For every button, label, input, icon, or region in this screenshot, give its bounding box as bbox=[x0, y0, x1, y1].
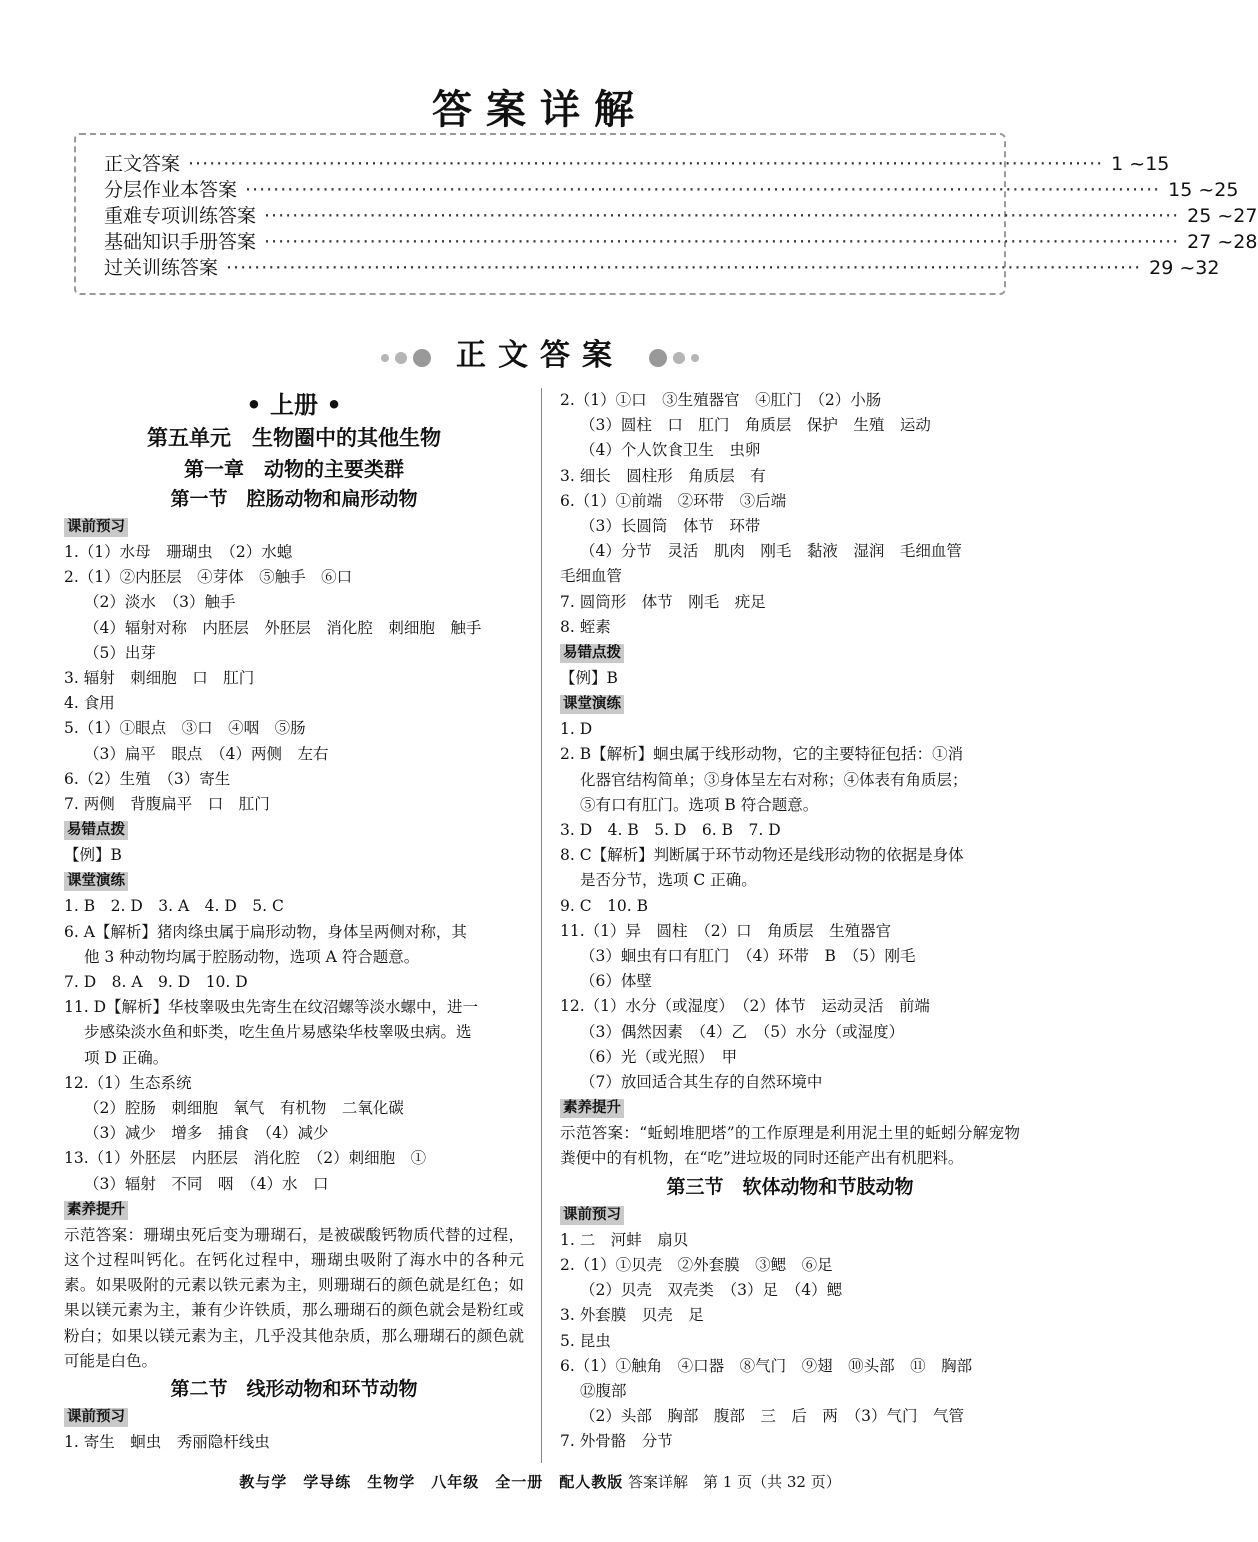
page-title: 答案详解 bbox=[432, 87, 648, 133]
section-1-heading: 第一节 腔肠动物和扁形动物 bbox=[170, 488, 418, 510]
answer-line: 3. 辐射 刺细胞 口 肛门 bbox=[64, 669, 255, 688]
answer-line: 【例】B bbox=[560, 669, 618, 688]
answer-line: 2. B【解析】蛔虫属于线形动物，它的主要特征包括：①消 bbox=[560, 745, 964, 764]
decor-dots-right bbox=[646, 339, 702, 374]
toc-label: 重难专项训练答案 bbox=[104, 205, 257, 227]
tag-class-practice: 课堂演练 bbox=[560, 695, 624, 714]
answer-line: 12.（1）水分（或湿度） （2）体节 运动灵活 前端 bbox=[560, 997, 930, 1016]
tag-class-practice: 课堂演练 bbox=[64, 872, 128, 891]
toc-page: 15 ~25 bbox=[1168, 179, 1239, 201]
answer-line: （2）腔肠 刺细胞 氧气 有机物 二氧化碳 bbox=[84, 1099, 404, 1118]
toc-page: 29 ~32 bbox=[1149, 257, 1220, 279]
toc-label: 过关训练答案 bbox=[104, 257, 219, 279]
toc-leader-dots: ·································································································································· bbox=[264, 205, 1180, 227]
tag-preview: 课前预习 bbox=[64, 1408, 128, 1427]
answer-line: 6.（1）①前端 ②环带 ③后端 bbox=[560, 491, 787, 510]
answer-line: 是否分节，选项 C 正确。 bbox=[580, 871, 757, 890]
answer-line: （3）圆柱 口 肛门 角质层 保护 生殖 运动 bbox=[580, 416, 931, 435]
answer-line: （2）淡水 （3）触手 bbox=[84, 593, 236, 612]
toc-leader-dots: ·································································································································· bbox=[188, 153, 1104, 175]
toc-page: 27 ~28 bbox=[1187, 231, 1258, 253]
answer-line: 2.（1）①贝壳 ②外套膜 ③鳃 ⑥足 bbox=[560, 1255, 833, 1274]
answer-line: （4）个人饮食卫生 虫卵 bbox=[580, 441, 761, 460]
answer-line: 项 D 正确。 bbox=[84, 1048, 169, 1067]
tag-preview: 课前预习 bbox=[560, 1206, 624, 1225]
decor-dots-left bbox=[378, 339, 434, 374]
section-2-heading: 第二节 线形动物和环节动物 bbox=[170, 1378, 418, 1401]
toc-label: 基础知识手册答案 bbox=[104, 231, 257, 253]
answer-line: 他 3 种动物均属于腔肠动物，选项 A 符合题意。 bbox=[84, 947, 420, 966]
answer-line: 9. C 10. B bbox=[560, 896, 649, 915]
right-column bbox=[560, 388, 1020, 1455]
toc-row[interactable] bbox=[104, 253, 1220, 279]
tag-preview: 课前预习 bbox=[64, 518, 128, 537]
answer-line: （3）减少 增多 捕食 （4）减少 bbox=[84, 1124, 329, 1143]
answer-line: 11.（1）异 圆柱 （2）口 角质层 生殖器官 bbox=[560, 921, 892, 940]
answer-line: 8. C【解析】判断属于环节动物还是线形动物的依据是身体 bbox=[560, 846, 964, 865]
answer-line: 毛细血管 bbox=[560, 567, 623, 586]
answer-line: （4）辐射对称 内胚层 外胚层 消化腔 刺细胞 触手 bbox=[84, 618, 482, 637]
answer-line: 3. 外套膜 贝壳 足 bbox=[560, 1306, 704, 1325]
answer-line: （6）光（或光照） 甲 bbox=[580, 1047, 738, 1066]
answer-line: 3. D 4. B 5. D 6. B 7. D bbox=[560, 821, 781, 840]
answer-line: （4）分节 灵活 肌肉 刚毛 黏液 湿润 毛细血管 bbox=[580, 542, 962, 561]
toc-row[interactable] bbox=[104, 149, 1170, 175]
answer-line: （6）体壁 bbox=[580, 972, 652, 991]
answer-line: 5. 昆虫 bbox=[560, 1331, 611, 1350]
chapter-heading: 第一章 动物的主要类群 bbox=[184, 457, 404, 481]
answer-line: 5.（1）①眼点 ③口 ④咽 ⑤肠 bbox=[64, 719, 306, 738]
answer-line: （3）辐射 不同 咽 （4）水 口 bbox=[84, 1174, 329, 1193]
answer-line: 1. D bbox=[560, 720, 593, 739]
answer-line: （3）长圆筒 体节 环带 bbox=[580, 517, 761, 536]
answer-line: （5）出芽 bbox=[84, 643, 156, 662]
footer-page-info: 答案详解 第 1 页（共 32 页） bbox=[628, 1473, 841, 1491]
answer-line: 1. 二 河蚌 扇贝 bbox=[560, 1230, 689, 1249]
answer-line: ⑤有口有肛门。选项 B 符合题意。 bbox=[580, 795, 819, 814]
answer-line: 6.（2）生殖 （3）寄生 bbox=[64, 769, 231, 788]
unit-heading: 第五单元 生物圈中的其他生物 bbox=[147, 425, 441, 450]
answer-line: （7）放回适合其生存的自然环境中 bbox=[580, 1073, 823, 1092]
answer-line: 7. 圆筒形 体节 刚毛 疣足 bbox=[560, 592, 766, 611]
section-3-heading: 第三节 软体动物和节肢动物 bbox=[666, 1175, 914, 1198]
sample-answer-paragraph: 示范答案：“蚯蚓堆肥塔”的工作原理是利用泥土里的蚯蚓分解宠物粪便中的有机物，在“吃”进垃圾的同时还能产出有机肥料。 bbox=[560, 1124, 1020, 1168]
answer-line: （3）蛔虫有口有肛门 （4）环带 B （5）刚毛 bbox=[580, 947, 916, 966]
section-heading bbox=[0, 330, 1080, 374]
answer-line: 11. D【解析】华枝睾吸虫先寄生在纹沼螺等淡水螺中，进一 bbox=[64, 998, 479, 1017]
answer-line: （2）头部 胸部 腹部 三 后 两 （3）气门 气管 bbox=[580, 1407, 964, 1426]
answer-line: （3）偶然因素 （4）乙 （5）水分（或湿度） bbox=[580, 1022, 905, 1041]
tag-literacy: 素养提升 bbox=[64, 1201, 128, 1220]
toc-label: 分层作业本答案 bbox=[104, 179, 238, 201]
answer-line: ⑫腹部 bbox=[580, 1381, 627, 1400]
footer-book-title: 教与学 学导练 生物学 八年级 全一册 配人教版 bbox=[239, 1473, 624, 1491]
toc-row[interactable] bbox=[104, 201, 1258, 227]
answer-line: 步感染淡水鱼和虾类，吃生鱼片易感染华枝睾吸虫病。选 bbox=[84, 1023, 472, 1042]
answer-line: 4. 食用 bbox=[64, 694, 115, 713]
toc-row[interactable] bbox=[104, 175, 1239, 201]
toc-label: 正文答案 bbox=[104, 153, 181, 175]
tag-common-errors: 易错点拨 bbox=[64, 821, 128, 840]
answer-line: 13.（1）外胚层 内胚层 消化腔 （2）刺细胞 ① bbox=[64, 1149, 427, 1168]
section-title: 正文答案 bbox=[456, 338, 624, 373]
answer-line: 2.（1）②内胚层 ④芽体 ⑤触手 ⑥口 bbox=[64, 568, 353, 587]
answer-line: 1. 寄生 蛔虫 秀丽隐杆线虫 bbox=[64, 1433, 270, 1452]
answer-line: （3）扁平 眼点 （4）两侧 左右 bbox=[84, 744, 329, 763]
toc-leader-dots: ·································································································································· bbox=[245, 179, 1161, 201]
answer-line: 8. 蛭素 bbox=[560, 617, 611, 636]
toc-leader-dots: ·································································································································· bbox=[226, 257, 1142, 279]
left-column bbox=[64, 388, 524, 1455]
answer-line: 1.（1）水母 珊瑚虫 （2）水螅 bbox=[64, 543, 293, 561]
toc-page: 25 ~27 bbox=[1187, 205, 1258, 227]
answer-line: 7. 外骨骼 分节 bbox=[560, 1432, 673, 1451]
answer-line: 3. 细长 圆柱形 角质层 有 bbox=[560, 466, 766, 485]
table-of-contents bbox=[74, 133, 1258, 295]
page-footer bbox=[0, 1471, 1080, 1492]
answer-line: 7. D 8. A 9. D 10. D bbox=[64, 973, 248, 992]
answer-line: 2.（1）①口 ③生殖器官 ④肛门 （2）小肠 bbox=[560, 391, 882, 409]
sample-answer-paragraph: 示范答案：珊瑚虫死后变为珊瑚石，是被碳酸钙物质代替的过程，这个过程叫钙化。在钙化过程中，珊瑚虫吸附了海水中的各种元素。如果吸附的元素以铁元素为主，则珊瑚石的颜色就是红色；如果以镁元素为主，兼有少许铁质，那么珊瑚石的颜色就会是粉红或粉白；如果以镁元素为主，几乎没其他杂质，那么珊瑚石的颜色就可能是白色。 bbox=[64, 1225, 524, 1370]
answer-line: 6.（1）①触角 ④口器 ⑧气门 ⑨翅 ⑩头部 ⑪ 胸部 bbox=[560, 1356, 973, 1375]
tag-literacy: 素养提升 bbox=[560, 1099, 624, 1118]
answer-line: 12.（1）生态系统 bbox=[64, 1073, 192, 1092]
answer-line: 【例】B bbox=[64, 846, 122, 865]
column-divider bbox=[541, 388, 542, 1463]
answer-line: 7. 两侧 背腹扁平 口 肛门 bbox=[64, 795, 270, 814]
tag-common-errors: 易错点拨 bbox=[560, 644, 624, 663]
answer-line: （2）贝壳 双壳类 （3）足 （4）鳃 bbox=[580, 1281, 843, 1300]
answer-line: 6. A【解析】猪肉绦虫属于扁形动物，身体呈两侧对称，其 bbox=[64, 922, 467, 941]
toc-leader-dots: ·································································································································· bbox=[264, 231, 1180, 253]
answer-line: 1. B 2. D 3. A 4. D 5. C bbox=[64, 897, 284, 916]
answer-line: 化器官结构简单；③身体呈左右对称；④体表有角质层； bbox=[580, 770, 968, 789]
toc-page: 1 ~15 bbox=[1111, 153, 1170, 175]
volume-heading: • 上册 • bbox=[246, 391, 342, 419]
toc-row[interactable] bbox=[104, 227, 1258, 253]
